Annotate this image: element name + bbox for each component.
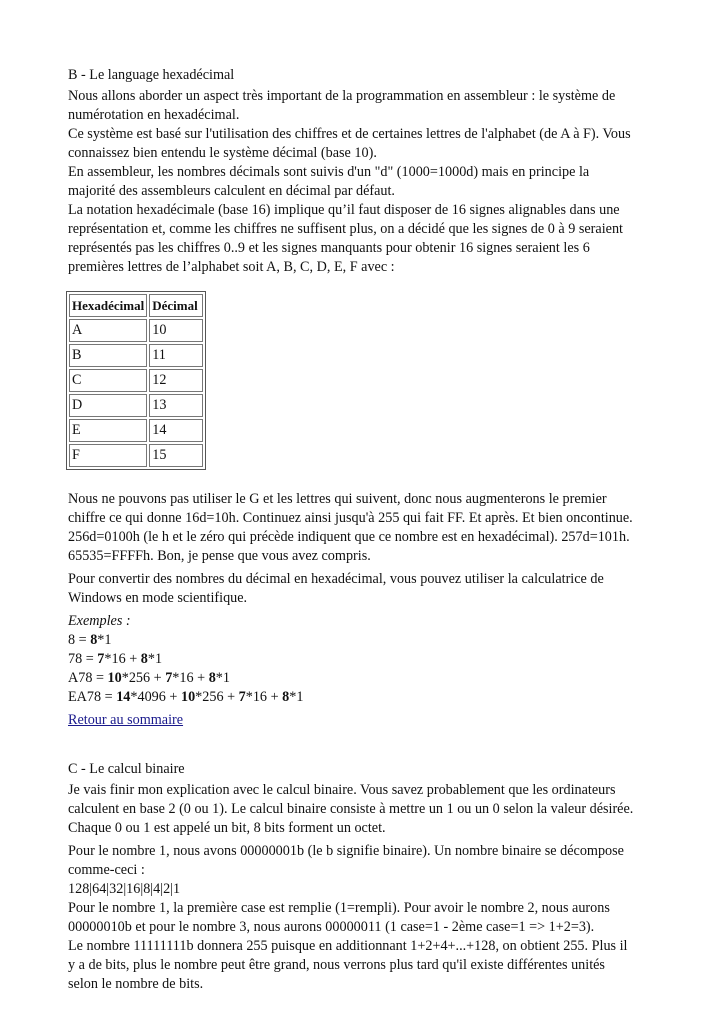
example-line (68, 669, 668, 688)
document-page (68, 66, 668, 996)
example-text: 8 = (68, 632, 91, 648)
text-line: En assembleur, les nombres décimals sont suivis d'un "d" (1000=1000d) mais en principe la (68, 164, 590, 180)
example-bold-digit: 7 (238, 689, 246, 705)
hex-cell: E (69, 419, 147, 442)
example-text: *256 + (121, 670, 166, 686)
text-line: y a de bits, plus le nombre peut être grand, nous verrons plus tard qu'il existe différentes unités (68, 957, 605, 973)
text-line: Pour le nombre 1, nous avons 00000001b (le b signifie binaire). Un nombre binaire se décompose (68, 843, 624, 859)
text-line: comme-ceci : (68, 862, 145, 878)
hex-cell: F (69, 444, 147, 467)
text-line: connaissez bien entendu le système décimal (base 10). (68, 145, 377, 161)
spacer (68, 732, 668, 760)
section-c-para-2 (68, 842, 668, 994)
return-to-summary-link[interactable]: Retour au sommaire (68, 712, 184, 728)
text-line: Ce système est basé sur l'utilisation des chiffres et de certaines lettres de l'alphabet (de A à F). Vous (68, 126, 631, 142)
decimal-cell: 13 (149, 394, 203, 417)
example-text: *16 + (172, 670, 209, 686)
example-bold-digit: 8 (282, 689, 290, 705)
text-line: 128|64|32|16|8|4|2|1 (68, 881, 181, 897)
hex-decimal-table (66, 291, 206, 470)
example-line (68, 650, 668, 669)
text-line: premières lettres de l’alphabet soit A, B, C, D, E, F avec : (68, 259, 395, 275)
return-link-wrap (68, 711, 668, 730)
example-bold-digit: 7 (165, 670, 173, 686)
text-line: représentés pas les chiffres 0..9 et les signes manquants pour obtenir 16 signes seraient les 6 (68, 240, 590, 256)
text-line: Nous ne pouvons pas utiliser le G et les lettres qui suivent, donc nous augmenterons le premier (68, 491, 607, 507)
table-header-row (69, 294, 203, 317)
example-line (68, 688, 668, 707)
text-line: calculent en base 2 (0 ou 1). Le calcul binaire consiste à mettre un 1 ou un 0 selon la valeur désirée. (68, 801, 634, 817)
hex-cell: D (69, 394, 147, 417)
text-line: 256d=0100h (le h et le zéro qui précède indiquent que ce nombre est en hexadécimal). 257d=101h. (68, 529, 630, 545)
example-bold-digit: 8 (208, 670, 216, 686)
text-line: représentation et, comme les chiffres ne suffisent plus, on a décidé que les signes de 0 à 9 seraient (68, 221, 623, 237)
hex-cell: B (69, 344, 147, 367)
example-line (68, 631, 668, 650)
section-b-intro (68, 87, 668, 277)
section-b-convert (68, 570, 668, 608)
example-bold-digit: 10 (180, 689, 196, 705)
text-line: majorité des assembleurs calculent en décimal par défaut. (68, 183, 395, 199)
text-line: 65535=FFFFh. Bon, je pense que vous avez compris. (68, 548, 371, 564)
example-text: *16 + (104, 651, 141, 667)
text-line: chiffre ce qui donne 16d=10h. Continuez ainsi jusqu'à 255 qui fait FF. Et après. Et bien oncontinue. (68, 510, 633, 526)
text-line: 00000010b et pour le nombre 3, nous aurons 00000011 (1 case=1 - 2ème case=1 => 1+2=3). (68, 919, 595, 935)
text-line: La notation hexadécimale (base 16) implique qu’il faut disposer de 16 signes alignables dans une (68, 202, 620, 218)
text-line: Chaque 0 ou 1 est appelé un bit, 8 bits forment un octet. (68, 820, 386, 836)
example-text: *256 + (195, 689, 239, 705)
table-row (69, 344, 203, 367)
text-line: Le nombre 11111111b donnera 255 puisque en additionnant 1+2+4+...+128, on obtient 255. Plus il (68, 938, 628, 954)
example-bold-digit: 8 (140, 651, 148, 667)
example-text: *1 (147, 651, 163, 667)
header-decimal: Décimal (149, 294, 203, 317)
table-row (69, 444, 203, 467)
example-text: A78 = (68, 670, 108, 686)
example-bold-digit: 10 (107, 670, 122, 686)
decimal-cell: 11 (149, 344, 203, 367)
header-hexadecimal: Hexadécimal (69, 294, 147, 317)
table-row (69, 369, 203, 392)
section-b-title: B - Le language hexadécimal (68, 67, 235, 83)
text-line: Pour convertir des nombres du décimal en hexadécimal, vous pouvez utiliser la calculatrice de (68, 571, 604, 587)
text-line: Pour le nombre 1, la première case est remplie (1=rempli). Pour avoir le nombre 2, nous aurons (68, 900, 610, 916)
decimal-cell: 14 (149, 419, 203, 442)
text-line: selon le nombre de bits. (68, 976, 204, 992)
example-bold-digit: 7 (97, 651, 105, 667)
text-line: Windows en mode scientifique. (68, 590, 248, 606)
table-row (69, 319, 203, 342)
example-text: *1 (289, 689, 304, 705)
example-text: 78 = (68, 651, 98, 667)
example-text: *4096 + (130, 689, 181, 705)
example-bold-digit: 8 (90, 632, 98, 648)
text-line: Nous allons aborder un aspect très important de la programmation en assembleur : le système de (68, 88, 616, 104)
example-text: *1 (97, 632, 112, 648)
decimal-cell: 15 (149, 444, 203, 467)
table-row (69, 394, 203, 417)
example-text: *1 (215, 670, 230, 686)
section-c-title: C - Le calcul binaire (68, 761, 185, 777)
examples-block (68, 612, 668, 707)
examples-label: Exemples : (68, 613, 131, 629)
text-line: numérotation en hexadécimal. (68, 107, 240, 123)
section-c-para-1 (68, 781, 668, 838)
hex-cell: A (69, 319, 147, 342)
example-text: *16 + (245, 689, 283, 705)
decimal-cell: 10 (149, 319, 203, 342)
hex-cell: C (69, 369, 147, 392)
example-bold-digit: 14 (116, 689, 131, 705)
table-row (69, 419, 203, 442)
text-line: Je vais finir mon explication avec le calcul binaire. Vous savez probablement que les ordinateurs (68, 782, 616, 798)
section-b-after-table (68, 490, 668, 566)
example-text: EA78 = (68, 689, 117, 705)
decimal-cell: 12 (149, 369, 203, 392)
